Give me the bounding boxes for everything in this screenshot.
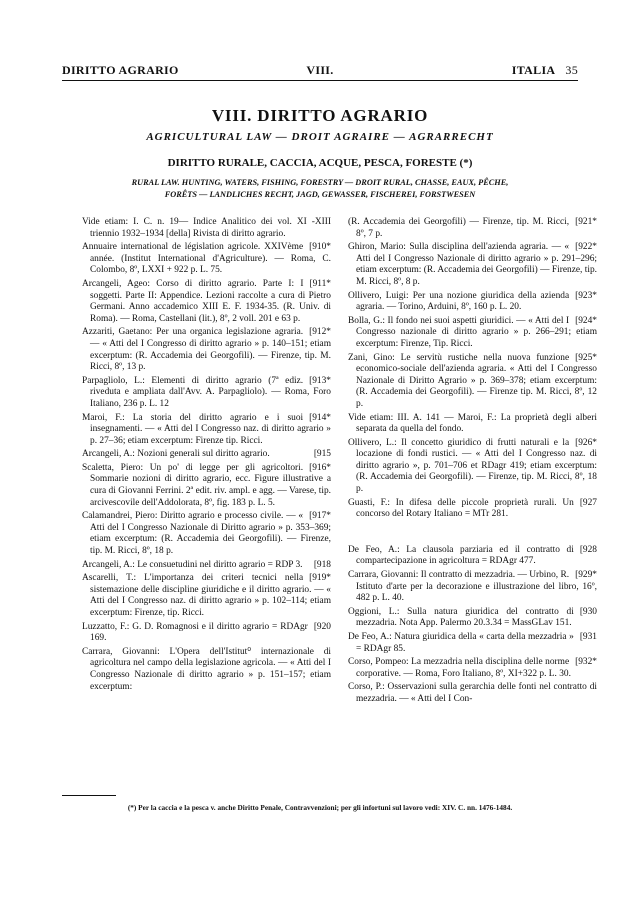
- entry-number: [916*: [309, 462, 331, 473]
- entry-text: De Feo, A.: La clausola parziaria ed il contratto di compartecipazione in agricoltura = RDAgr 477.: [348, 544, 574, 567]
- entry-number: [930: [579, 606, 597, 617]
- entry-number: [927: [579, 497, 597, 508]
- bibliography-entry: [348, 438, 597, 496]
- entry-text: Corso, Pompeo: La mezzadria nella disciplina delle norme corporative. — Roma, Foro Italiano, 8º, XI+322 p. L. 30.: [348, 657, 571, 679]
- bibliography-entry: [348, 545, 597, 568]
- left-column: [82, 217, 331, 695]
- bibliography-entry: [82, 413, 331, 448]
- bibliography-entry: [82, 217, 331, 240]
- running-head-country: ITALIA: [511, 63, 556, 77]
- running-head: [62, 63, 578, 79]
- bibliography-entry: [348, 353, 597, 411]
- entry-number: [918: [313, 559, 331, 570]
- subsection-translation: [62, 177, 578, 200]
- entry-text: Ollivero, L.: Il concetto giuridico di frutti naturali e la locazione di fondi rustici. — « Atti del I Congresso naz. di diritto agrario », p. 701–706 et RDagr 419; etiam excerptum: (R. Accademia dei Georgofili). — Firenze, tip. M. Ricci, 8º, 18 p.: [348, 437, 597, 495]
- bibliography-entry: [82, 463, 331, 509]
- entry-text: (R. Accademia dei Georgofili) — Firenze, tip. M. Ricci, 8º, 7 p.: [348, 217, 570, 239]
- bibliography-entry: [82, 376, 331, 411]
- entry-number: [921*: [575, 217, 597, 227]
- entry-text: Azzariti, Gaetano: Per una organica legislazione agraria. — « Atti del I Congresso di diritto agrario » p. 140–151; etiam excerptum: (R. Accademia dei Georgofili). — Firenze, tip. M. Ricci, 8º, 13 p.: [82, 327, 331, 373]
- bibliography-entry: [82, 573, 331, 619]
- bibliography-entry: [348, 291, 597, 314]
- bibliography-entry: [348, 570, 597, 605]
- bibliography-entry: [348, 217, 597, 240]
- bibliography-entry: [348, 682, 597, 705]
- entry-number: [912*: [309, 327, 331, 338]
- entry-text: Ghiron, Mario: Sulla disciplina dell'azienda agraria. — « Atti del I Congresso Nazionale di diritto agrario » p. 291–296; etiam excerptum: (R. Accademia dei Georgofili) — Firenze, tip. M. Ricci, 8º, 8 p.: [348, 242, 597, 287]
- entry-number: [932*: [575, 657, 597, 668]
- entry-number: [931: [579, 632, 597, 642]
- entry-number: [923*: [575, 290, 597, 301]
- entry-text: Ascarelli, T.: L'importanza dei criteri tecnici nella sistemazione delle discipline giuridiche e il diritto agrario. — « Atti del I Congresso naz. di diritto agrario » p. 102–114; etiam excerptum: Firenze, tip. Ricci.: [82, 573, 331, 618]
- entry-text: Annuaire international de législation agricole. XXIVème année. (Institut International d'Agriculture). — Roma, C. Colombo, 8º, LXXI + 922 p. L. 75.: [82, 242, 331, 276]
- bibliography-entry: [82, 511, 331, 557]
- bibliography-entry: [82, 279, 331, 325]
- page-number: 35: [565, 63, 578, 77]
- entry-text: Ollivero, Luigi: Per una nozione giuridica della azienda agraria. — Torino, Arduini, 8º, 160 p. L. 20.: [348, 290, 570, 313]
- entry-text: Arcangeli, A.: Le consuetudini nel diritto agrario = RDP 3.: [82, 559, 303, 570]
- entry-number: [911*: [309, 278, 331, 289]
- entry-number: [924*: [575, 315, 597, 326]
- bibliography-entry: [82, 242, 331, 277]
- bibliography-entry: [82, 622, 331, 645]
- footnote-rule: [62, 795, 116, 796]
- entry-text: Parpagliolo, L.: Elementi di diritto agrario (7ª ediz. riveduta e ampliata dall'Avv. A. Parpagliolo). — Roma, Foro Italiano, 236 p. L. 12: [82, 375, 331, 409]
- entry-number: [917*: [309, 511, 331, 522]
- entry-number: [925*: [575, 352, 597, 363]
- bibliography-entry: [348, 607, 597, 630]
- entry-number: [913*: [309, 375, 331, 386]
- entry-number: [915: [313, 449, 331, 460]
- bibliography-entry: [348, 657, 597, 680]
- entry-text: Bolla, G.: Il fondo nei suoi aspetti giuridici. — « Atti del I Congresso nazionale di diritto agrario » p. 266–291; etiam excerptum: Firenze, Tip. Ricci.: [348, 315, 597, 349]
- subsection-translation-line1: RURAL LAW. HUNTING, WATERS, FISHING, FORESTRY — DROIT RURAL, CHASSE, EAUX, PÊCHE,: [131, 178, 509, 187]
- entry-number: [914*: [309, 412, 331, 423]
- running-head-right: [512, 63, 578, 78]
- bibliography-entry: [348, 498, 597, 521]
- entry-number: [910*: [309, 242, 331, 253]
- entry-number: [922*: [575, 242, 597, 253]
- entry-text: Arcangeli, A.: Nozioni generali sul diritto agrario.: [82, 449, 270, 460]
- entry-number: [929*: [575, 570, 597, 581]
- bibliography-entry: [82, 449, 331, 461]
- entry-number: [926*: [575, 437, 597, 448]
- entry-text: Calamandrei, Piero: Diritto agrario e processo civile. — « Atti del I Congresso Nazionale di Diritto agrario » p. 353–369; etiam excerptum: (R. Accademia dei Georgofili). — Firenze, tip. M. Ricci, 8º, 18 p.: [82, 511, 331, 557]
- bibliography-entry: [82, 560, 331, 572]
- entry-number: [919*: [309, 573, 331, 584]
- entry-text: Maroi, F.: La storia del diritto agrario e i suoi insegnamenti. — « Atti del I Congresso naz. di diritto agrario » p. 27–36; etiam excerptum: Firenze tip. Ricci.: [82, 412, 331, 446]
- subsection-translation-line2: FORÊTS — LANDLICHES RECHT, JAGD, GEWASSER, FISCHEREI, FORSTWESEN: [164, 189, 476, 199]
- right-column: [348, 217, 597, 708]
- footnote: (*) Per la caccia e la pesca v. anche Diritto Penale, Contravvenzioni; per gli infortuni sul lavoro vedi: XIV. C. nn. 1476-1484.: [127, 803, 513, 812]
- entry-text: Luzzatto, F.: G. D. Romagnosi e il diritto agrario = RDAgr 169.: [82, 621, 308, 644]
- entry-number: [928: [579, 544, 597, 555]
- section-subtitle: AGRICULTURAL LAW — DROIT AGRAIRE — AGRARRECHT: [146, 131, 494, 143]
- entry-text: Zani, Gino: Le servitù rustiche nella nuova funzione economico-sociale dell'azienda agraria. « Atti del I Congresso Nazionale di Diritto Agrario » p. 369–378; etiam excerptum: (R. Accademia dei Georgofili). — Firenze tip. M. Ricci, 8º, 12 p.: [348, 352, 597, 409]
- bibliography-entry: [348, 413, 597, 436]
- bibliography-entry: [348, 632, 597, 655]
- entry-text: Scaletta, Piero: Un po' di legge per gli agricoltori. Sommarie nozioni di diritto agrario, ecc. Figure illustrative a cura di Giovanni Ferrini. 2ª edit. riv. ampl. e agg. — Varese, tip. arcivescovile dell'Addolorata, 8º, fig. 183 p. L. 5.: [82, 462, 331, 508]
- running-head-center: VIII.: [306, 63, 334, 77]
- header-rule: [62, 80, 578, 81]
- column-gap: [348, 523, 597, 545]
- entry-text: De Feo, A.: Natura giuridica della « carta della mezzadria » = RDAgr 85.: [348, 632, 574, 654]
- bibliography-entry: [82, 327, 331, 373]
- entry-text: Oggioni, L.: Sulla natura giuridica del contratto di mezzadria. Nota App. Palermo 20.3.34 = MassGLav 151.: [348, 606, 574, 629]
- entry-text: Vide etiam: I. C. n. 19— Indice Analitico dei vol. XI -XIII triennio 1932–1934 [della] Rivista di diritto agrario.: [82, 217, 331, 239]
- entry-text: Guasti, F.: In difesa delle piccole proprietà rurali. Un concorso del Rotary Italiano = MTr 281.: [348, 497, 574, 520]
- entry-text: Corso, P.: Osservazioni sulla gerarchia delle fonti nel contratto di mezzadria. — « Atti del I Con-: [348, 682, 597, 704]
- section-title: VIII. DIRITTO AGRARIO: [211, 106, 429, 125]
- entry-text: Vide etiam: III. A. 141 — Maroi, F.: La proprietà degli alberi separata da quella del fondo.: [348, 412, 597, 435]
- bibliography-entry: [348, 242, 597, 288]
- running-head-left: DIRITTO AGRARIO: [62, 63, 179, 77]
- entry-text: Arcangeli, Ageo: Corso di diritto agrario. Parte I: I soggetti. Parte II: Appendice. Lezioni raccolte a cura di Pietro Germani. Anno accademico XIII E. F. 1934-35. (R. Univ. di Roma). — Roma, Castellani (lit.), 8º, 2 voll. 201 e 63 p.: [82, 278, 331, 324]
- subsection-title: DIRITTO RURALE, CACCIA, ACQUE, PESCA, FORESTE (*): [167, 157, 473, 169]
- entry-number: [920: [313, 621, 331, 632]
- entry-text: Carrara, Giovanni: Il contratto di mezzadria. — Urbino, R. Istituto d'arte per la decorazione e illustrazione del libro, 16º, 482 p. L. 40.: [348, 570, 597, 604]
- bibliography-entry: [82, 647, 331, 693]
- entry-text: Carrara, Giovanni: L'Opera dell'Istitut⁰ internazionale di agricoltura nel campo della legislazione agricola. — « Atti del I Congresso Nazionale di diritto agrario » p. 151–157; etiam excerptum:: [82, 646, 331, 692]
- bibliography-entry: [348, 316, 597, 351]
